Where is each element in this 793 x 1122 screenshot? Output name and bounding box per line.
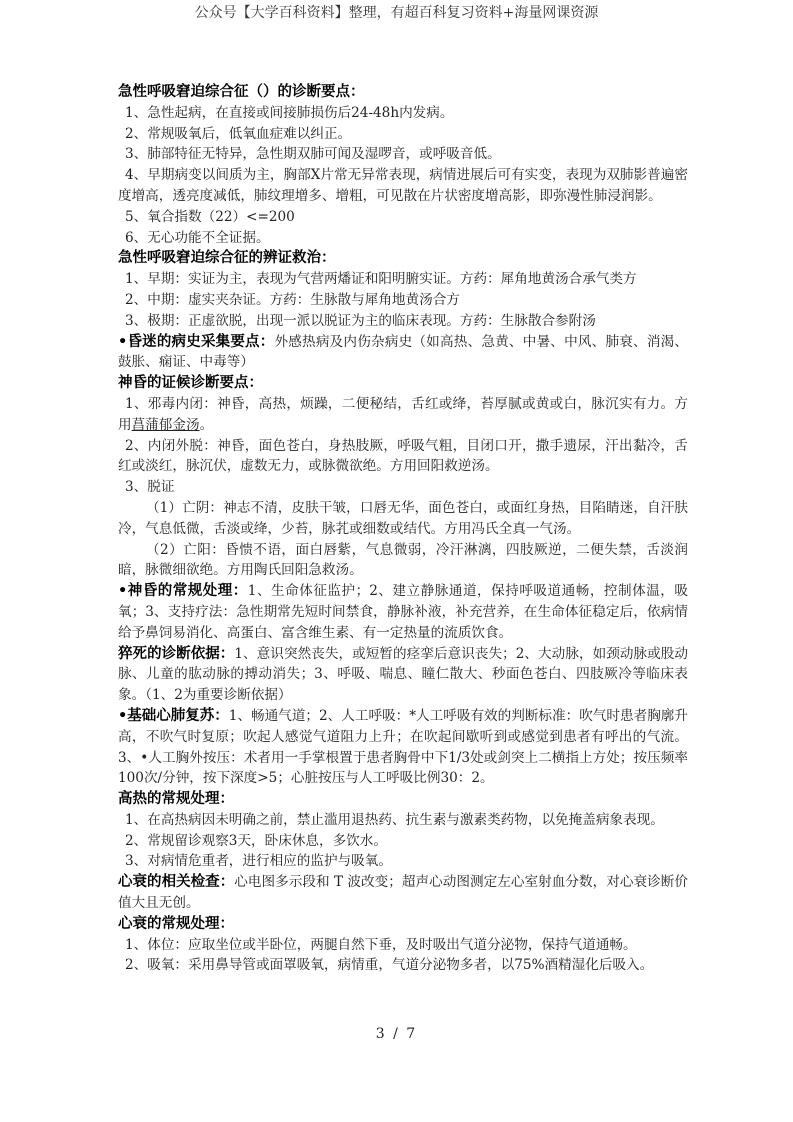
section-heading: 心衰的常规处理： (118, 915, 234, 932)
list-item: 1、早期：实证为主，表现为气营两燔证和阳明腑实证。方药：犀角地黄汤合承气类方 (125, 271, 637, 288)
list-item: 2、内闭外脱：神昏，面色苍白，身热肢厥，呼吸气粗，目闭口开，撒手遗尿，汗出黏冷，舌红或淡红，脉沉伏，虚数无力，或脉微欲绝。方用回阳救逆汤。 (118, 437, 688, 475)
list-item (118, 394, 688, 436)
section-heading: •昏迷的病史采集要点： (118, 333, 275, 350)
section-heading: 急性呼吸窘迫综合征（）的诊断要点： (118, 84, 365, 100)
list-item-text: 1、邪毒内闭：神昏，高热，烦躁，二便秘结，舌红或绛，苔厚腻或黄或白，脉沉实有力。方用 (118, 395, 688, 433)
section-heading: 高热的常规处理： (118, 791, 234, 808)
paragraph (118, 581, 688, 643)
list-item: 3、极期：正虚欲脱，出现一派以脱证为主的临床表现。方药：生脉散合参附汤 (125, 312, 596, 329)
paragraph-text: 1、畅通气道；2、人工呼吸：*人工呼吸有效的判断标准：吹气时患者胸廓升高，不吹气时复原；吹起人感觉气道阻力上升；在吹起间歇听到或感觉到患者有呼出的气流。3、•人工胸外按压：术者用一手掌根置于患者胸骨中下1/3处或剑突上二横指上方处；按压频率100次/分钟，按下深度>5；心脏按压与人工呼吸比例30：2。 (118, 707, 688, 787)
paragraph-text: 1、生命体征监护；2、建立静脉通道，保持呼吸道通畅，控制体温，吸氧；3、支持疗法：急性期常先短时间禁食，静脉补液，补充营养，在生命体征稳定后，依病情给予鼻饲易消化、高蛋白、富含维生素、有一定热量的流质饮食。 (118, 583, 688, 641)
paragraph-text: 1、意识突然丧失，或短暂的痉挛后意识丧失；2、大动脉，如颈动脉或股动脉、儿童的肱动脉的搏动消失；3、呼吸、喘息、瞳仁散大、秒面色苍白、四肢厥冷等临床表象。（1、2为重要诊断依据） (118, 645, 689, 704)
paragraph-text: 外感热病及内伤杂病史（如高热、急黄、中暑、中风、肺衰、消渴、鼓胀、痫证、中毒等） (118, 333, 688, 371)
sub-item: （2）亡阳：昏愦不语，面白唇紫，气息微弱，冷汗淋漓，四肢厥逆，二便失禁，舌淡润暗，脉微细欲绝。方用陶氏回阳急救汤。 (118, 541, 688, 579)
paragraph (118, 706, 688, 789)
paragraph (118, 332, 688, 374)
list-item: 3、肺部特征无特异，急性期双肺可闻及湿啰音，或呼吸音低。 (125, 146, 501, 163)
section-heading: 心衰的相关检查： (118, 874, 235, 891)
paragraph (118, 644, 688, 706)
section-heading: 急性呼吸窘迫综合征的辨证救治： (118, 250, 336, 267)
paragraph (118, 872, 688, 914)
list-item: 1、在高热病因未明确之前，禁止滥用退热药、抗生素与激素类药物，以免掩盖病象表现。 (125, 811, 664, 828)
list-item: 2、中期：虚实夹杂证。方药：生脉散与犀角地黄汤合方 (125, 291, 460, 308)
list-item: 3、对病情危重者，进行相应的监护与吸氧。 (125, 853, 392, 870)
list-item: 3、脱证 (125, 479, 175, 496)
list-item-end: 。 (199, 416, 214, 433)
list-item: 2、常规留诊观察3天，卧床休息，多饮水。 (125, 832, 387, 849)
list-item: 2、常规吸氧后，低氧血症难以纠正。 (125, 125, 352, 142)
page-number: 3 / 7 (375, 1026, 418, 1042)
section-heading: 神昏的证候诊断要点： (118, 375, 263, 392)
sub-item: （1）亡阴：神志不清，皮肤干皱，口唇无华，面色苍白，或面红身热，目陷睛迷，自汗肤冷，气息低微，舌淡或绛，少苔，脉芤或细数或结代。方用冯氏全真一气汤。 (118, 499, 688, 537)
document-body (118, 82, 688, 976)
section-heading: 猝死的诊断依据： (118, 645, 235, 662)
list-item: 6、无心功能不全证据。 (125, 229, 270, 246)
list-item: 4、早期病变以间质为主，胸部X片常无异常表现，病情进展后可有实变，表现为双肺影普遍密度增高，透亮度减低，肺纹理增多、增粗，可见散在片状密度增高影，即弥漫性肺浸润影。 (118, 167, 688, 204)
list-item: 5、氧合指数（22）<=200 (125, 208, 295, 225)
list-item: 1、急性起病，在直接或间接肺损伤后24-48h内发病。 (125, 104, 454, 121)
underlined-term: 菖蒲郁金汤 (131, 416, 200, 433)
paragraph-text: 心电图多示段和 T 波改变；超声心动图测定左心室射血分数，对心衰诊断价值大且无创。 (118, 874, 688, 912)
section-heading: •神昏的常规处理： (118, 583, 248, 600)
list-item: 1、体位：应取坐位或半卧位，两腿自然下垂，及时吸出气道分泌物，保持气道通畅。 (125, 936, 637, 953)
list-item: 2、吸氧：采用鼻导管或面罩吸氧，病情重，气道分泌物多者，以75%酒精湿化后吸入。 (125, 957, 654, 974)
section-heading: •基础心肺复苏： (118, 707, 229, 724)
page-header: 公众号【大学百科资料】整理，有超百科复习资料+海量网课资源 (194, 5, 599, 21)
